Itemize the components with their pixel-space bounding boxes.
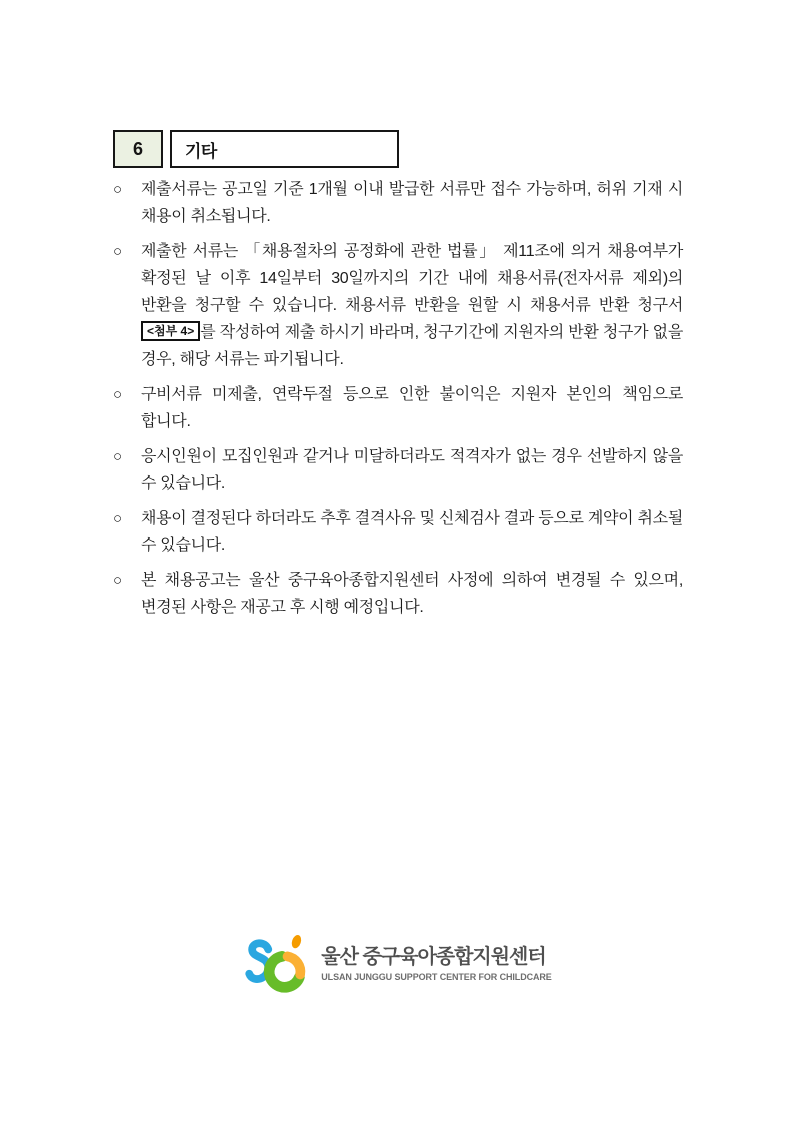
circle-bullet-icon: ○ xyxy=(113,572,122,589)
section-number-badge xyxy=(113,130,163,168)
note-item-3 xyxy=(113,381,683,435)
org-name-block xyxy=(321,946,551,982)
circle-bullet-icon: ○ xyxy=(113,386,122,403)
circle-bullet-icon: ○ xyxy=(113,181,122,198)
section-header xyxy=(113,130,399,168)
notes-list xyxy=(113,176,683,629)
note-item-2 xyxy=(113,238,683,373)
note-text: 구비서류 미제출, 연락두절 등으로 인한 불이익은 지원자 본인의 책임으로 합니다. xyxy=(141,386,683,430)
org-name-korean: 울산 중구육아종합지원센터 xyxy=(321,946,546,968)
note-item-1 xyxy=(113,176,683,230)
circle-bullet-icon: ○ xyxy=(113,510,122,527)
footer-logo xyxy=(0,930,793,998)
note-text: 를 작성하여 제출 하시기 바라며, 청구기간에 지원자의 반환 청구가 없을 경우, 해당 서류는 파기됩니다. xyxy=(141,324,683,368)
circle-bullet-icon: ○ xyxy=(113,448,122,465)
note-item-6 xyxy=(113,567,683,621)
note-text: 응시인원이 모집인원과 같거나 미달하더라도 적격자가 없는 경우 선발하지 않을 수 있습니다. xyxy=(141,448,683,492)
attachment-ref-box: <첨부 4> xyxy=(141,321,200,341)
note-text: 제출한 서류는 「채용절차의 공정화에 관한 법률」 제11조에 의거 채용여부가 확정된 날 이후 14일부터 30일까지의 기간 내에 채용서류(전자서류 제외)의 반환을 청구할 수 있습니다. 채용서류 반환을 원할 시 채용서류 반환 청구서 xyxy=(141,243,683,314)
section-title: 기타 xyxy=(185,141,217,161)
note-text: 제출서류는 공고일 기준 1개월 이내 발급한 서류만 접수 가능하며, 허위 기재 시 채용이 취소됩니다. xyxy=(141,181,683,225)
note-text: 본 채용공고는 울산 중구육아종합지원센터 사정에 의하여 변경될 수 있으며, 변경된 사항은 재공고 후 시행 예정입니다. xyxy=(141,572,683,616)
note-item-4 xyxy=(113,443,683,497)
note-item-5 xyxy=(113,505,683,559)
section-title-box xyxy=(170,130,399,168)
note-text: 채용이 결정된다 하더라도 추후 결격사유 및 신체검사 결과 등으로 계약이 취소될 수 있습니다. xyxy=(141,510,683,554)
org-name-english: ULSAN JUNGGU SUPPORT CENTER FOR CHILDCARE xyxy=(321,972,552,982)
org-logo-icon xyxy=(241,930,313,998)
section-number: 6 xyxy=(132,138,143,159)
circle-bullet-icon: ○ xyxy=(113,243,122,260)
